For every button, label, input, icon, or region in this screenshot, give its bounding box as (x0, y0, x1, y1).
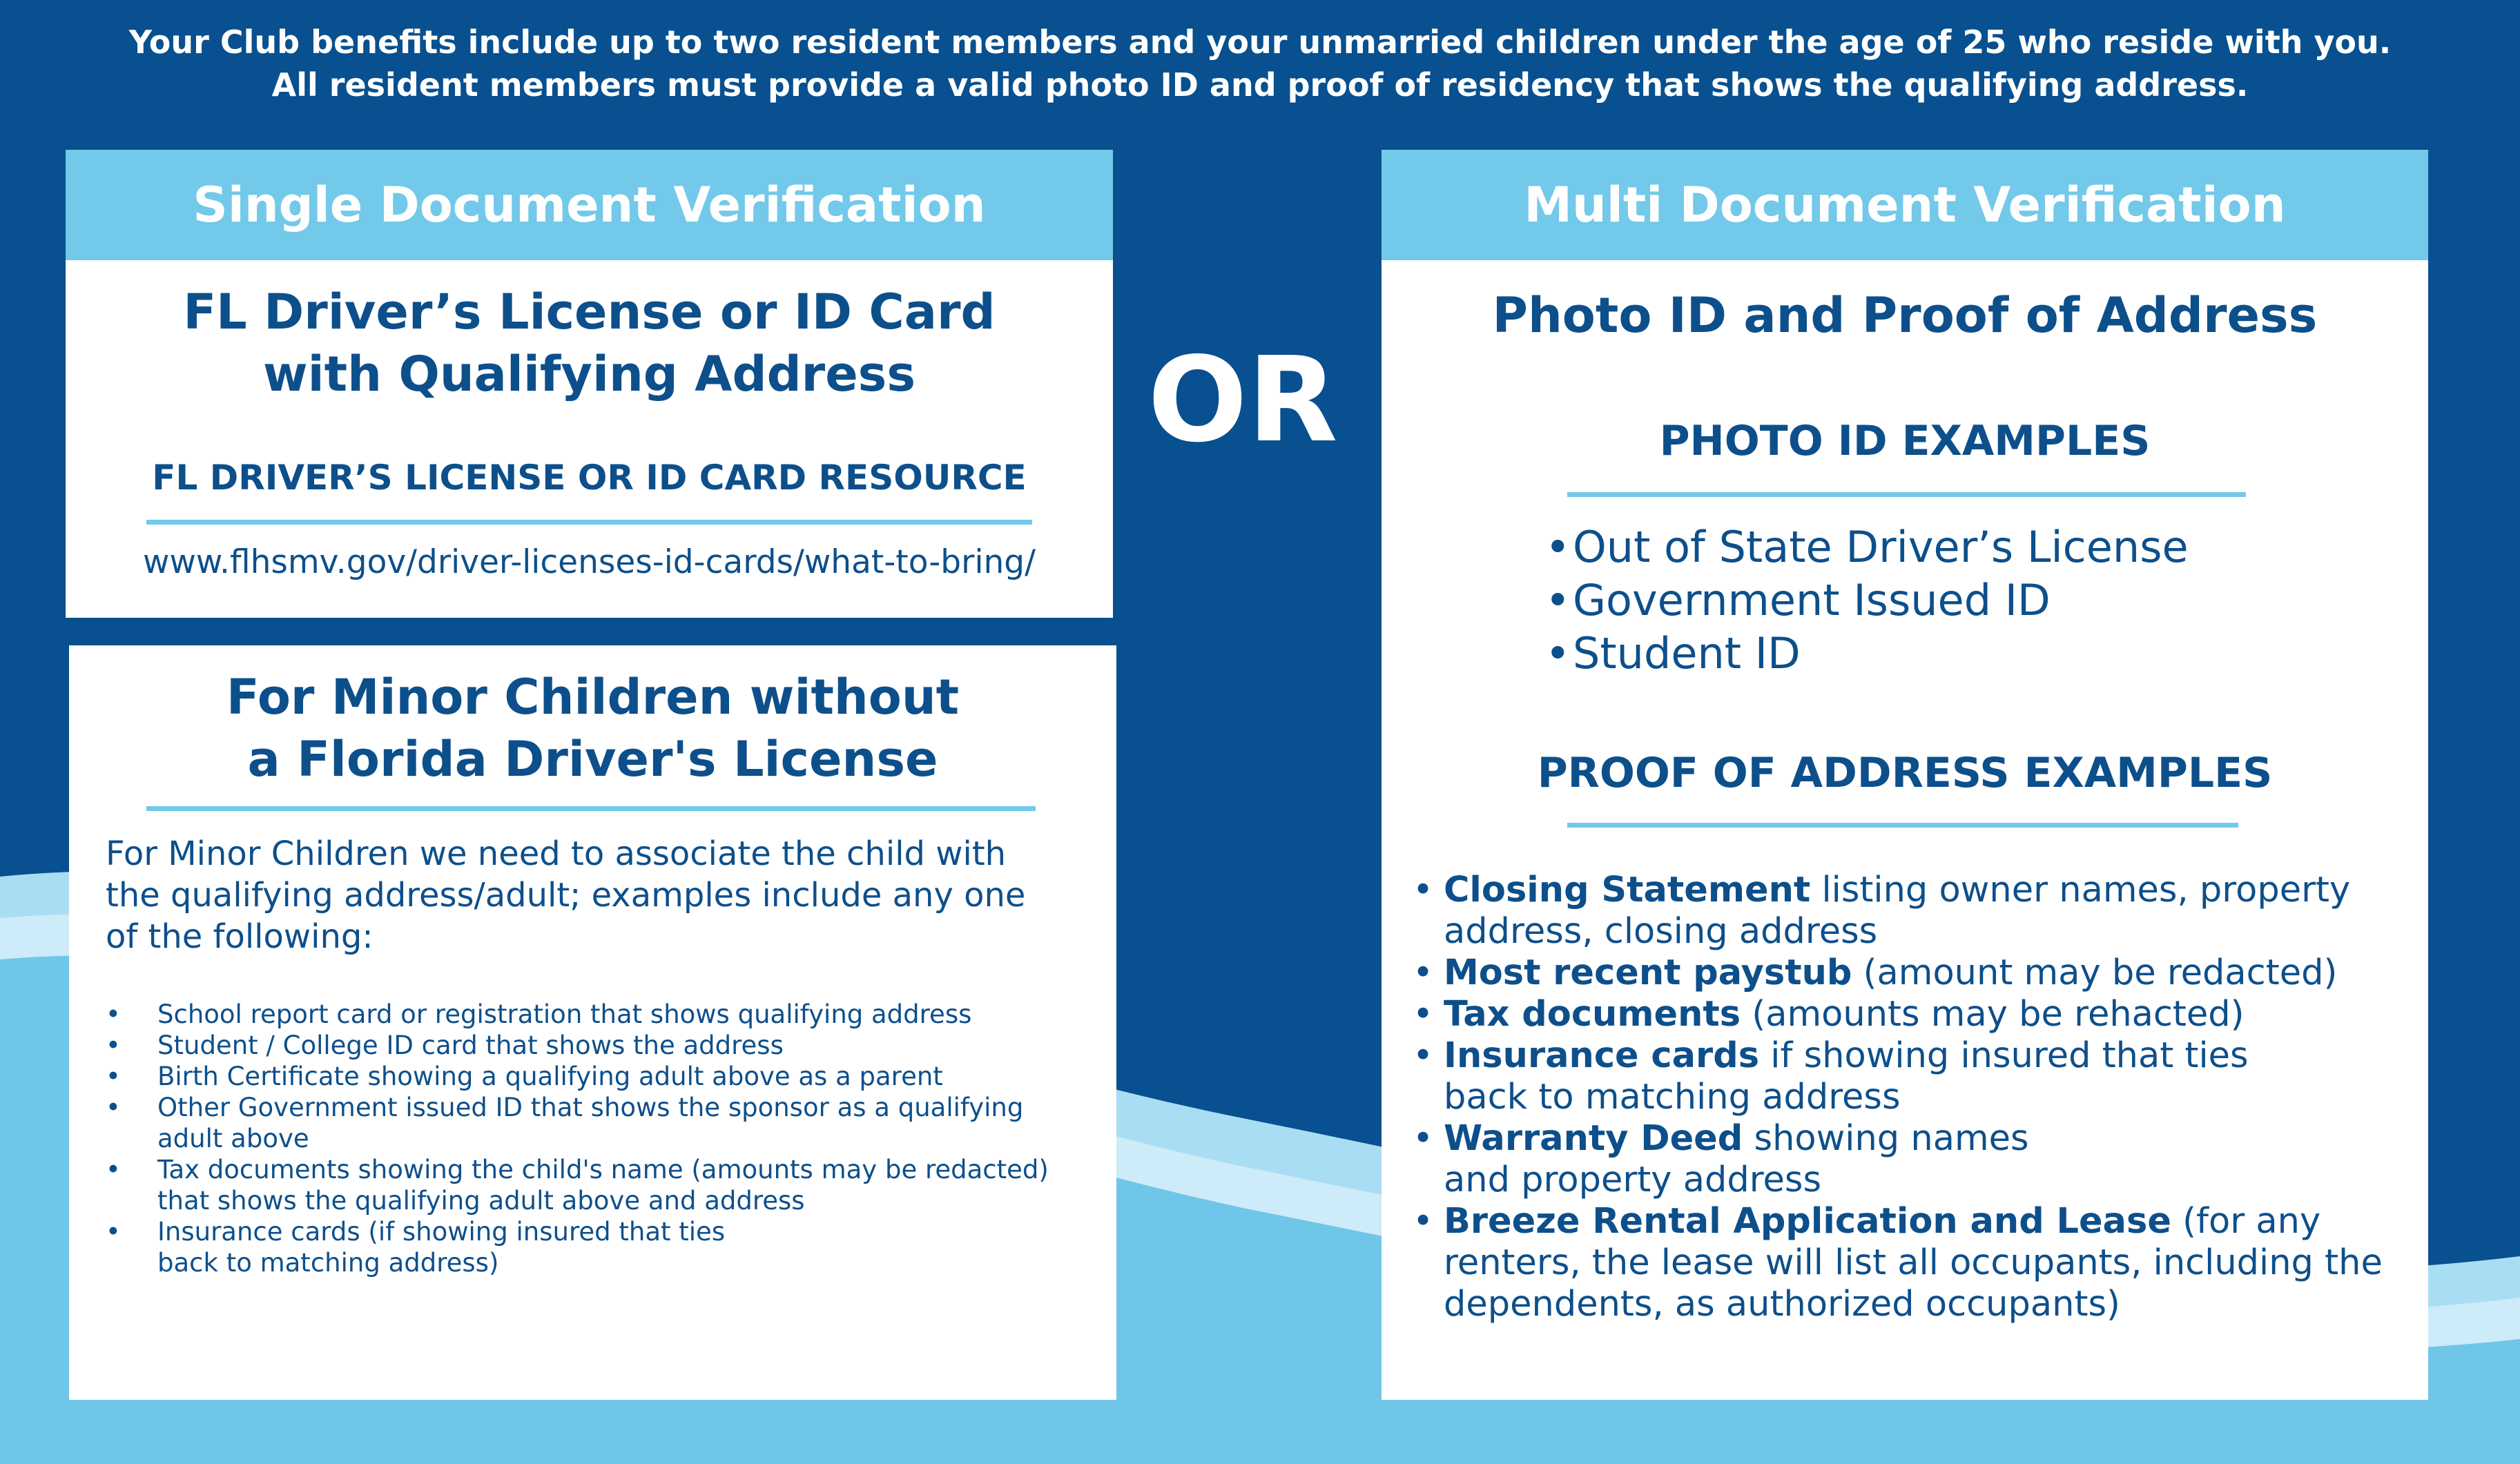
list-item: • Warranty Deed showing names and property address (1413, 1118, 2029, 1200)
proof-of-address-heading: PROOF OF ADDRESS EXAMPLES (1537, 749, 2273, 797)
list-item: • Other Government issued ID that shows the sponsor as a qualifying adult above (106, 1093, 1024, 1153)
multi-document-header: Multi Document Verification (1382, 150, 2428, 260)
proof-of-address-list (1413, 870, 2417, 1325)
banner-line-2: All resident members must provide a valid photo ID and proof of residency that shows the qualifying address. (271, 66, 2249, 104)
single-document-title (66, 281, 1113, 405)
intro-banner (0, 21, 2520, 106)
resource-divider (146, 520, 1032, 525)
list-item: • Tax documents showing the child's name (amounts may be redacted) that shows the qualifying adult above and address (106, 1155, 1049, 1216)
minor-title-divider (146, 806, 1036, 811)
multi-document-panel (1382, 150, 2428, 1400)
list-item: • Insurance cards if showing insured that ties back to matching address (1413, 1035, 2249, 1117)
minor-children-intro: For Minor Children we need to associate the child with the qualifying address/adult; examples include any one of the following: (106, 835, 1026, 956)
minor-title-line-1: For Minor Children without (226, 669, 960, 725)
list-item: • Student / College ID card that shows the address (106, 1031, 784, 1060)
photo-id-list (1545, 520, 2374, 680)
photo-id-heading: PHOTO ID EXAMPLES (1659, 417, 2151, 465)
list-item: • School report card or registration that shows qualifying address (106, 999, 972, 1029)
list-item: • Student ID (1545, 628, 1801, 679)
single-title-line-2: with Qualifying Address (263, 346, 915, 402)
single-document-header: Single Document Verification (66, 150, 1113, 260)
list-item: • Breeze Rental Application and Lease (for any renters, the lease will list all occupants, including the dependents, as authorized occupants) (1413, 1201, 2383, 1325)
single-document-panel (66, 150, 1113, 618)
list-item: • Out of State Driver’s License (1545, 522, 2189, 572)
minor-children-title (69, 666, 1116, 790)
license-resource-label: FL DRIVER’S LICENSE OR ID CARD RESOURCE (152, 458, 1027, 498)
photo-id-divider (1567, 492, 2246, 497)
minor-children-panel (69, 645, 1116, 1400)
list-item: • Tax documents (amounts may be rehacted) (1413, 994, 2245, 1035)
multi-document-title: Photo ID and Proof of Address (1492, 287, 2318, 344)
minor-requirements-list (106, 999, 1107, 1278)
list-item: • Birth Certificate showing a qualifying adult above as a parent (106, 1062, 943, 1091)
license-resource-link[interactable]: www.flhsmv.gov/driver-licenses-id-cards/what-to-bring/ (143, 543, 1036, 581)
banner-line-1: Your Club benefits include up to two resident members and your unmarried children under the age of 25 who reside with you. (128, 23, 2392, 61)
single-title-line-1: FL Driver’s License or ID Card (183, 284, 996, 340)
list-item: • Government Issued ID (1545, 575, 2051, 625)
list-item: • Most recent paystub (amount may be redacted) (1413, 953, 2338, 993)
list-item: • Insurance cards (if showing insured that ties back to matching address) (106, 1217, 726, 1278)
proof-of-address-divider (1567, 823, 2238, 828)
minor-title-line-2: a Florida Driver's License (247, 731, 938, 788)
list-item: • Closing Statement listing owner names, property address, closing address (1413, 870, 2351, 952)
or-divider-label: OR (1147, 332, 1338, 469)
